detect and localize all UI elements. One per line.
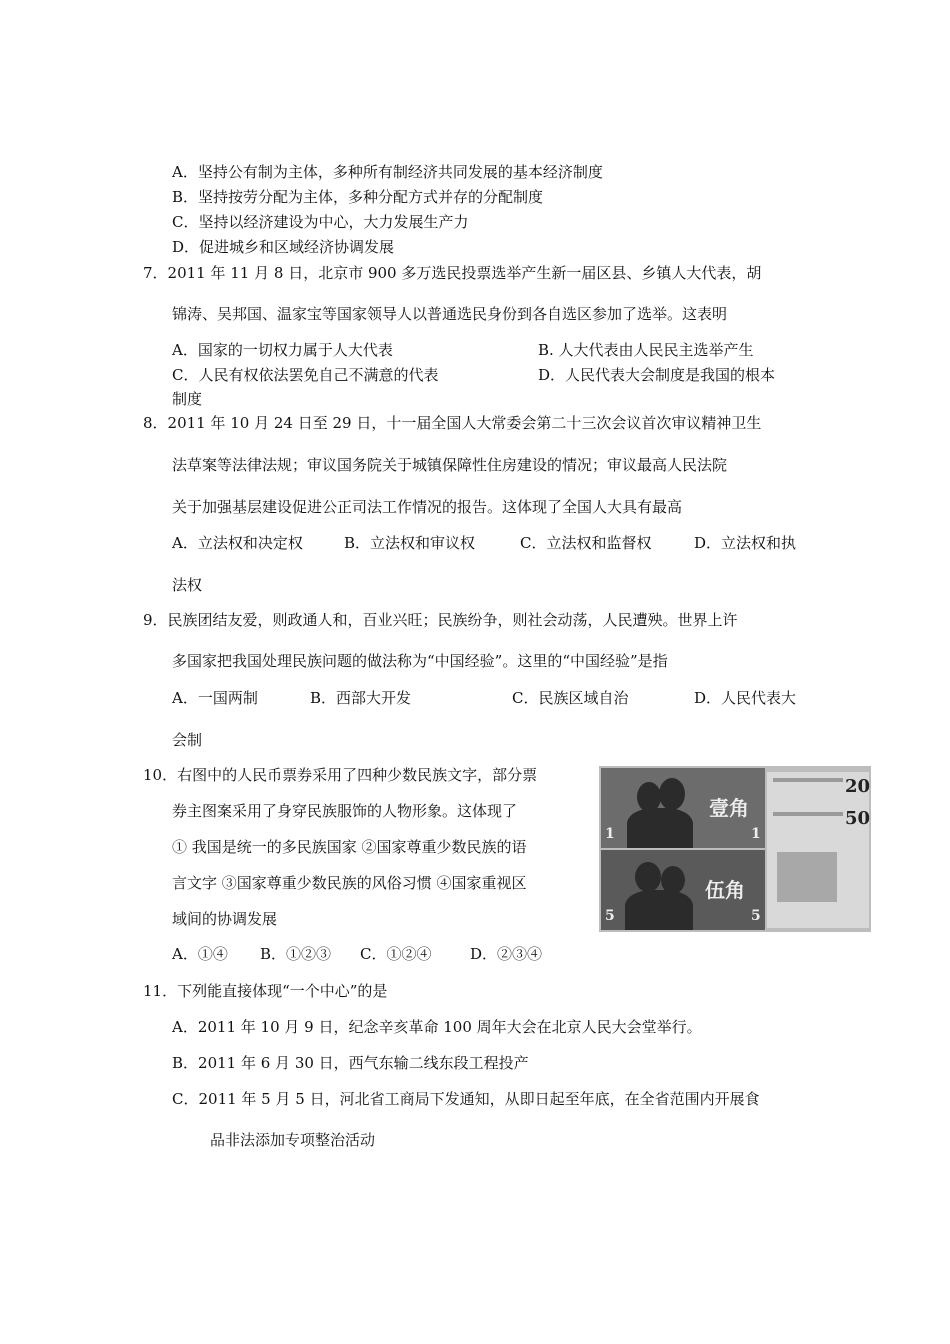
q11-option-a: A．2011 年 10 月 9 日，纪念辛亥革命 100 周年大会在北京人民大会堂举行。 <box>172 1018 702 1036</box>
five-jiao-note <box>601 850 765 930</box>
q10-stem-line4: 言文字 ③国家尊重少数民族的风俗习惯 ④国家重视区 <box>172 874 527 892</box>
q7-option-a: A．国家的一切权力属于人大代表 <box>172 341 393 359</box>
q7-option-d: D．人民代表大会制度是我国的根本 <box>538 366 776 384</box>
q10-option-d: D．②③④ <box>470 945 543 963</box>
note-digit-label: 1 <box>605 826 615 842</box>
q8-stem-line1: 8．2011 年 10 月 24 日至 29 日，十一届全国人大常委会第二十三次会议首次审议精神卫生 <box>143 414 762 432</box>
q11-option-c: C．2011 年 5 月 5 日，河北省工商局下发通知，从即日起至年底，在全省范围内开展食 <box>172 1090 760 1108</box>
note-number-20: 20 <box>845 776 871 797</box>
q9-stem-line2: 多国家把我国处理民族问题的做法称为“中国经验”。这里的“中国经验”是指 <box>172 652 668 670</box>
q8-stem-line2: 法草案等法律法规；审议国务院关于城镇保障性住房建设的情况；审议最高人民法院 <box>172 456 728 474</box>
q9-option-d-continued: 会制 <box>172 731 203 749</box>
note-digit-label: 1 <box>751 826 761 842</box>
q6-option-a: A．坚持公有制为主体，多种所有制经济共同发展的基本经济制度 <box>172 163 603 181</box>
q9-stem-line1: 9．民族团结友爱，则政通人和，百业兴旺；民族纷争，则社会动荡，人民遭殃。世界上许 <box>143 611 738 629</box>
q8-stem-line3: 关于加强基层建设促进公正司法工作情况的报告。这体现了全国人大具有最高 <box>172 498 683 516</box>
q10-option-c: C．①②④ <box>360 945 432 963</box>
q7-stem-line1: 7．2011 年 11 月 8 日，北京市 900 多万选民投票选举产生新一届区县、乡镇人大代表，胡 <box>143 264 762 282</box>
note-number-50: 50 <box>845 808 871 829</box>
q9-option-a: A．一国两制 <box>172 689 258 707</box>
q10-stem-line1: 10．右图中的人民币票券采用了四种少数民族文字，部分票 <box>143 766 538 784</box>
q9-option-d: D．人民代表大 <box>694 689 797 707</box>
q11-option-c-continued: 品非法添加专项整治活动 <box>210 1131 376 1149</box>
note-value-label: 壹角 <box>709 796 749 820</box>
rmb-banknotes-image <box>599 766 871 932</box>
q6-option-b: B．坚持按劳分配为主体，多种分配方式并存的分配制度 <box>172 188 544 206</box>
q7-option-c: C．人民有权依法罢免自己不满意的代表 <box>172 366 439 384</box>
q7-stem-line2: 锦涛、吴邦国、温家宝等国家领导人以普通选民身份到各自选区参加了选举。这表明 <box>172 305 728 323</box>
q10-stem-line3: ① 我国是统一的多民族国家 ②国家尊重少数民族的语 <box>172 838 527 856</box>
q8-option-d-continued: 法权 <box>172 576 203 594</box>
twenty-fifty-yuan-notes <box>767 772 869 928</box>
q6-option-d: D．促进城乡和区域经济协调发展 <box>172 238 395 256</box>
note-value-label: 伍角 <box>705 878 745 902</box>
q8-option-b: B．立法权和审议权 <box>344 534 476 552</box>
q7-option-b: B. 人大代表由人民民主选举产生 <box>538 341 754 359</box>
one-jiao-note <box>601 768 765 848</box>
note-digit-label: 5 <box>605 908 615 924</box>
q10-option-b: B．①②③ <box>260 945 332 963</box>
q11-stem: 11．下列能直接体现“一个中心”的是 <box>143 982 388 1000</box>
q9-option-c: C．民族区域自治 <box>512 689 629 707</box>
q8-option-a: A．立法权和决定权 <box>172 534 303 552</box>
q11-option-b: B．2011 年 6 月 30 日，西气东输二线东段工程投产 <box>172 1054 529 1072</box>
q8-option-c: C．立法权和监督权 <box>520 534 652 552</box>
q10-stem-line2: 券主图案采用了身穿民族服饰的人物形象。这体现了 <box>172 802 518 820</box>
q7-option-d-continued: 制度 <box>172 390 203 408</box>
q6-option-c: C．坚持以经济建设为中心，大力发展生产力 <box>172 213 469 231</box>
note-digit-label: 5 <box>751 908 761 924</box>
q9-option-b: B．西部大开发 <box>310 689 412 707</box>
q10-stem-line5: 域间的协调发展 <box>172 910 278 928</box>
q10-option-a: A．①④ <box>172 945 228 963</box>
q8-option-d: D．立法权和执 <box>694 534 797 552</box>
